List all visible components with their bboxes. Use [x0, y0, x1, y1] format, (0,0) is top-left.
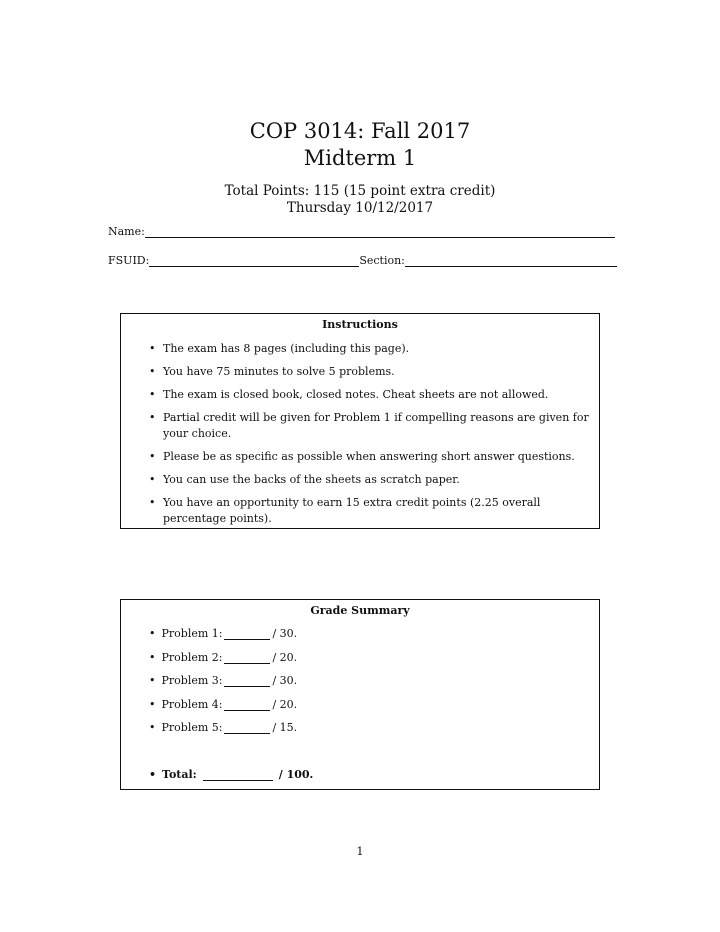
instructions-list: [149, 341, 589, 527]
grade-row-problem-5: [149, 721, 297, 734]
bullet-icon: •: [149, 450, 156, 463]
grade-row-problem-2: [149, 651, 297, 664]
points-info: Total Points: 115 (15 point extra credit): [224, 183, 496, 199]
name-blank-line[interactable]: [145, 225, 615, 238]
score-blank[interactable]: [224, 651, 270, 664]
page-number: 1: [356, 845, 364, 858]
problem-label: Problem 4:: [161, 698, 223, 711]
bullet-icon: •: [149, 627, 156, 640]
instruction-item: • You can use the backs of the sheets as scratch paper.: [149, 473, 460, 486]
grade-row-problem-4: [149, 698, 297, 711]
instruction-item: • Partial credit will be given for Problem 1 if compelling reasons are given for your choice.: [149, 411, 589, 440]
name-field[interactable]: [108, 225, 615, 238]
bullet-icon: •: [149, 721, 156, 734]
score-blank[interactable]: [224, 698, 270, 711]
instruction-item: • Please be as specific as possible when answering short answer questions.: [149, 450, 575, 463]
bullet-icon: •: [149, 651, 156, 664]
bullet-icon: •: [149, 496, 156, 509]
course-title: COP 3014: Fall 2017: [249, 119, 471, 143]
exam-date: Thursday 10/12/2017: [286, 200, 434, 216]
bullet-icon: •: [149, 342, 156, 355]
instructions-title: Instructions: [322, 318, 398, 331]
instruction-item: • The exam has 8 pages (including this page).: [149, 342, 410, 355]
total-score-blank[interactable]: [203, 768, 273, 781]
instruction-item: • You have 75 minutes to solve 5 problems.: [149, 365, 395, 378]
section-blank-line[interactable]: [405, 254, 617, 267]
problem-label: Problem 3:: [161, 674, 223, 687]
bullet-icon: •: [149, 768, 157, 781]
name-label: Name:: [108, 225, 145, 238]
problem-max: / 30.: [272, 674, 298, 687]
problem-label: Problem 2:: [161, 651, 223, 664]
problem-max: / 20.: [272, 651, 298, 664]
bullet-icon: •: [149, 698, 156, 711]
score-blank[interactable]: [224, 674, 270, 687]
instruction-item: • You have an opportunity to earn 15 extra credit points (2.25 overall percentage points).: [149, 496, 541, 525]
bullet-icon: •: [149, 674, 156, 687]
instruction-item: • The exam is closed book, closed notes. Cheat sheets are not allowed.: [149, 388, 549, 401]
exam-title: Midterm 1: [303, 146, 417, 170]
problem-label: Problem 5:: [161, 721, 223, 734]
total-max: / 100.: [278, 768, 314, 781]
grade-row-problem-1: [149, 627, 297, 640]
instructions-box: [120, 313, 600, 529]
fsuid-label: FSUID:: [108, 254, 150, 267]
grade-row-problem-3: [149, 674, 297, 687]
bullet-icon: •: [149, 473, 156, 486]
problem-max: / 30.: [272, 627, 298, 640]
section-label: Section:: [359, 254, 405, 267]
grade-summary-title: Grade Summary: [310, 604, 410, 617]
bullet-icon: •: [149, 388, 156, 401]
score-blank[interactable]: [224, 627, 270, 640]
grade-row-total: [149, 768, 313, 781]
bullet-icon: •: [149, 411, 156, 424]
total-label: Total:: [162, 768, 197, 781]
problem-label: Problem 1:: [161, 627, 223, 640]
fsuid-section-row: [108, 254, 617, 267]
grade-summary-box: [120, 599, 600, 790]
score-blank[interactable]: [224, 721, 270, 734]
fsuid-blank-line[interactable]: [149, 254, 359, 267]
problem-max: / 15.: [272, 721, 298, 734]
problem-max: / 20.: [272, 698, 298, 711]
bullet-icon: •: [149, 365, 156, 378]
